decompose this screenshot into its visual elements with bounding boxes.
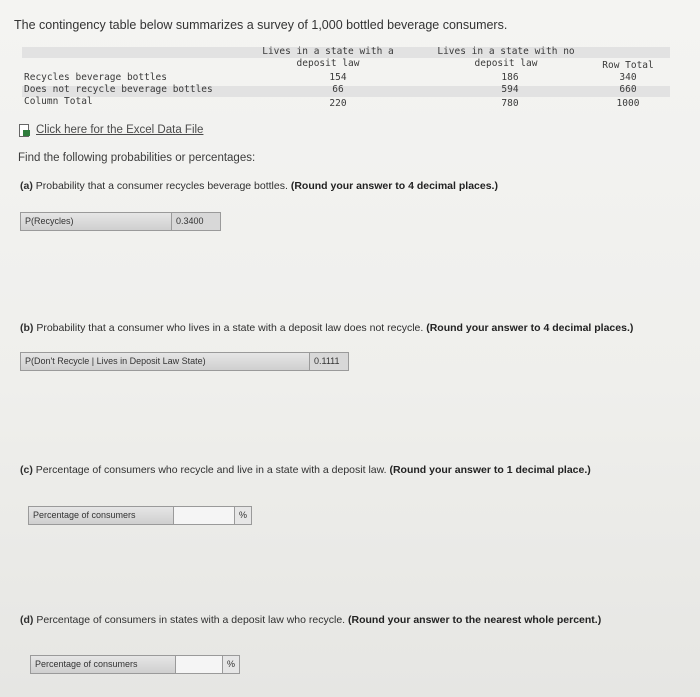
answer-c-input[interactable] (174, 507, 234, 524)
question-b-rounding: (Round your answer to 4 decimal places.) (426, 322, 634, 334)
question-a-rounding: (Round your answer to 4 decimal places.) (290, 180, 498, 192)
answer-d-input[interactable] (176, 656, 222, 673)
question-c-prefix: (c) (20, 464, 33, 476)
answer-c-box (28, 506, 252, 525)
excel-data-link[interactable]: Click here for the Excel Data File (36, 124, 204, 136)
contingency-table (22, 46, 670, 112)
intro-text: The contingency table below summarizes a survey of 1,000 bottled beverage consumers. (14, 18, 508, 32)
answer-b-label: P(Don't Recycle | Lives in Deposit Law State) (21, 353, 310, 370)
answer-d-label: Percentage of consumers (31, 656, 176, 673)
cell-not-recycle-total: 660 (619, 84, 637, 95)
col-header-deposit: Lives in a state with a deposit law (262, 46, 394, 69)
question-a (20, 180, 498, 192)
excel-link-row (18, 124, 203, 136)
answer-d-box (30, 655, 240, 674)
question-c (20, 464, 591, 476)
question-c-text: Percentage of consumers who recycle and live in a state with a deposit law. (35, 464, 387, 476)
cell-recycles-no-deposit: 186 (501, 72, 519, 83)
row-label-recycles: Recycles beverage bottles (24, 72, 167, 83)
answer-c-unit: % (234, 507, 251, 524)
cell-recycles-deposit: 154 (329, 72, 347, 83)
col-header-no-deposit: Lives in a state with no deposit law (437, 46, 575, 69)
answer-a-label: P(Recycles) (21, 213, 172, 230)
answer-d-unit: % (222, 656, 239, 673)
question-d (20, 614, 601, 626)
question-d-prefix: (d) (20, 614, 34, 626)
row-label-not-recycle: Does not recycle beverage bottles (24, 84, 213, 95)
question-d-rounding: (Round your answer to the nearest whole percent.) (348, 614, 602, 626)
question-c-rounding: (Round your answer to 1 decimal place.) (389, 464, 591, 476)
row-label-column-total: Column Total (24, 96, 93, 107)
answer-b-box (20, 352, 349, 371)
answer-c-label: Percentage of consumers (29, 507, 174, 524)
cell-not-recycle-no-deposit: 594 (501, 84, 519, 95)
question-a-prefix: (a) (20, 180, 33, 192)
excel-file-icon[interactable] (18, 124, 30, 136)
cell-recycles-total: 340 (619, 72, 637, 83)
question-b-prefix: (b) (20, 322, 34, 334)
instruction-text: Find the following probabilities or percentages: (18, 152, 256, 164)
answer-a-box (20, 212, 221, 231)
cell-not-recycle-deposit: 66 (332, 84, 344, 95)
question-a-text: Probability that a consumer recycles beverage bottles. (35, 180, 288, 192)
answer-b-value[interactable]: 0.1111 (310, 353, 348, 370)
question-d-text: Percentage of consumers in states with a deposit law who recycle. (36, 614, 346, 626)
answer-a-value[interactable]: 0.3400 (172, 213, 220, 230)
cell-grand-total: 1000 (616, 98, 640, 109)
col-header-row-total: Row Total (602, 60, 654, 71)
cell-column-total-deposit: 220 (329, 98, 347, 109)
question-b-text: Probability that a consumer who lives in a state with a deposit law does not recycle. (36, 322, 424, 334)
question-b (20, 322, 633, 334)
cell-column-total-no-deposit: 780 (501, 98, 519, 109)
